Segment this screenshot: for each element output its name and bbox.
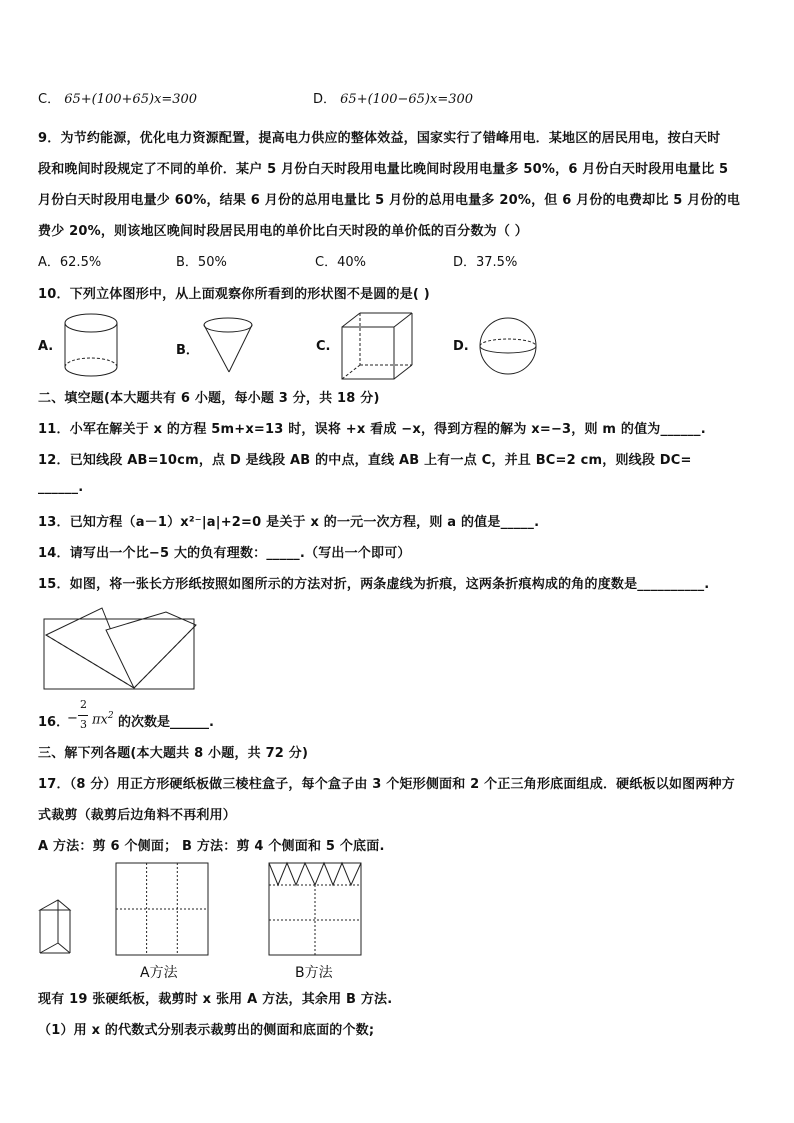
q16-fraction-bar	[78, 715, 88, 716]
method-b-cutting-figure	[268, 862, 364, 958]
q8-option-d: D． 65+(100−65)x=300	[313, 92, 474, 107]
triangular-prism-figure	[38, 898, 78, 958]
q9-option-a: A．62.5%	[38, 255, 102, 270]
q9-option-d: D．37.5%	[453, 255, 518, 270]
q17-line-5: （1）用 x 的代数式分别表示裁剪出的侧面和底面的个数;	[38, 1023, 375, 1038]
q11: 11．小军在解关于 x 的方程 5m+x=13 时，误将 +x 看成 −x，得到方程的解为 x=−3，则 m 的值为______.	[38, 422, 706, 437]
q16-suffix: 的次数是______.	[118, 715, 214, 730]
q16-fraction-denominator: 3	[80, 718, 87, 731]
sphere-figure	[478, 316, 540, 378]
method-b-caption: B方法	[295, 965, 333, 981]
q8-option-d-equation: 65+(100−65)x=300	[340, 92, 474, 107]
q12-line-1: 12．已知线段 AB=10cm，点 D 是线段 AB 的中点，直线 AB 上有一点 C，并且 BC=2 cm，则线段 DC=	[38, 453, 692, 468]
q15: 15．如图，将一张长方形纸按照如图所示的方法对折，两条虚线为折痕，这两条折痕构成的角的度数是__________.	[38, 577, 710, 592]
q16-prefix: 16．	[38, 715, 70, 730]
q17-line-4: 现有 19 张硬纸板，裁剪时 x 张用 A 方法，其余用 B 方法.	[38, 992, 393, 1007]
q15-folded-paper-figure	[40, 606, 200, 694]
cone-figure	[200, 316, 260, 376]
q17-line-1: 17．（8 分）用正方形硬纸板做三棱柱盒子，每个盒子由 3 个矩形侧面和 2 个正三角形底面组成．硬纸板以如图两种方	[38, 777, 735, 792]
q10-label-c: C.	[316, 339, 331, 354]
section-2-heading: 二、填空题(本大题共有 6 小题，每小题 3 分，共 18 分)	[38, 391, 380, 406]
cylinder-figure	[62, 312, 122, 378]
q9-line-4: 费少 20%，则该地区晚间时段居民用电的单价比白天时段的单价低的百分数为（ ）	[38, 224, 528, 239]
q9-line-3: 月份白天时段用电量少 60%，结果 6 月份的总用电量比 5 月份的总用电量多 20%，但 6 月份的电费却比 5 月份的电	[38, 193, 741, 208]
q9-option-b: B．50%	[176, 255, 227, 270]
q16-fraction-numerator: 2	[80, 698, 87, 711]
cube-figure	[340, 311, 416, 381]
q9-line-2: 段和晚间时段规定了不同的单价．某户 5 月份白天时段用电量比晚间时段用电量多 50%，6 月份白天时段用电量比 5	[38, 162, 729, 177]
q10-label-a: A.	[38, 339, 54, 354]
q10-stem: 10．下列立体图形中，从上面观察你所看到的形状图不是圆的是( )	[38, 287, 430, 302]
section-3-heading: 三、解下列各题(本大题共 8 小题，共 72 分)	[38, 746, 309, 761]
q14: 14．请写出一个比−5 大的负有理数：_____.（写出一个即可）	[38, 546, 411, 561]
q17-line-3: A 方法：剪 6 个侧面； B 方法：剪 4 个侧面和 5 个底面.	[38, 839, 385, 854]
q13: 13．已知方程（a－1）x²⁻|a|+2=0 是关于 x 的一元一次方程，则 a 的值是_____.	[38, 515, 540, 530]
method-a-caption: A方法	[140, 965, 178, 981]
q12-line-2: ______.	[38, 480, 84, 495]
q9-option-c: C．40%	[315, 255, 366, 270]
q16-monomial: $\pi x^2$	[92, 711, 114, 728]
q8-option-c: C． 65+(100+65)x=300	[38, 92, 198, 107]
q8-option-c-equation: 65+(100+65)x=300	[64, 92, 198, 107]
q10-label-d: D.	[453, 339, 469, 354]
method-a-cutting-figure	[115, 862, 211, 958]
q17-line-2: 式裁剪（裁剪后边角料不再利用）	[38, 808, 237, 823]
q16-minus-sign: −	[67, 711, 78, 726]
q10-label-b: B．	[176, 343, 199, 358]
q9-line-1: 9．为节约能源，优化电力资源配置，提高电力供应的整体效益，国家实行了错峰用电．某地区的居民用电，按白天时	[38, 131, 721, 146]
